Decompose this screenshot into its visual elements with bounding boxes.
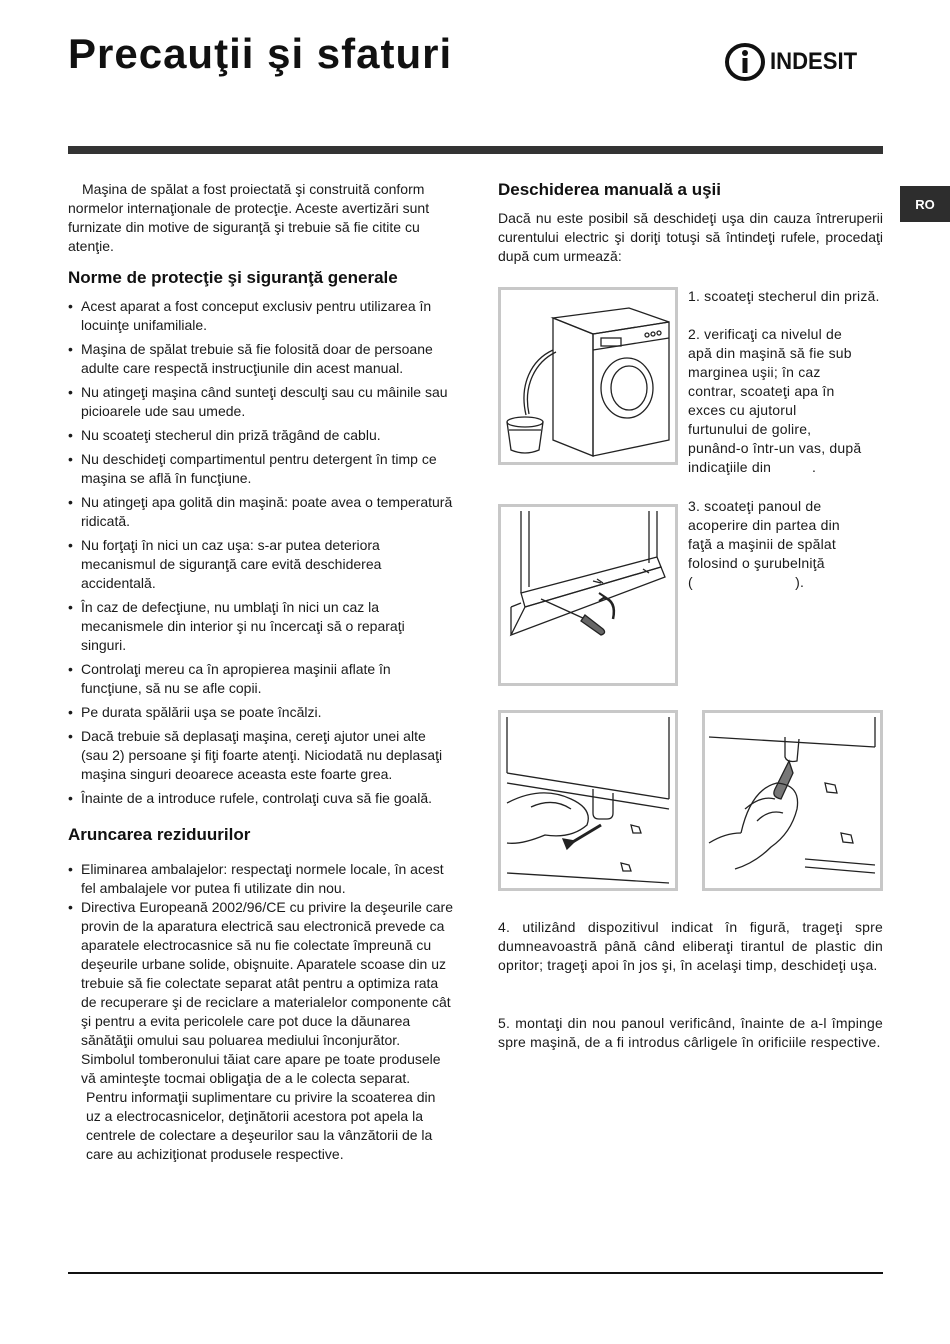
step-3-line: faţă a maşinii de spălat: [688, 536, 836, 552]
list-item: • Dacă trebuie să deplasaţi maşina, cereţi ajutor unei alte (sau 2) persoane şi fiţi foarte atenţi. Niciodată nu deplasaţi maşina singuri deoarece aceasta este foarte grea.: [68, 727, 453, 784]
language-tab: RO: [900, 186, 950, 222]
step-2-line: exces cu ajutorul: [688, 402, 797, 418]
step-3-line: 3. scoateţi panoul de: [688, 498, 822, 514]
screwdriver-panel-illustration: [501, 507, 675, 683]
list-item: • Directiva Europeană 2002/96/CE cu privire la deşeurile care provin de la aparatura electrică sau electronică prevede ca aparatele electrocasnice să nu fie colectate împreună cu deşeurile urbane solide, obişnuite. Aparatele scoase din uz trebuie să fie colectate separat atât pentru a optimiza rata de recuperare şi de reciclare a materialelor componente cât şi pentru a evita pericolele care pot duce la dăunarea sănătăţii omului sau poluarea mediului înconjurător. Simbolul tomberonului tăiat care apare pe toate produsele vă aminteşte tocmai obligaţia de a le colecta separat.: [68, 898, 453, 1088]
intro-paragraph: Maşina de spălat a fost proiectată şi construită conform normelor internaţionale de protecţie. Aceste avertizări sunt furnizate din motive de siguranţă şi trebuie să fie citite cu atenţie.: [68, 181, 430, 254]
manual-door-heading: Deschiderea manuală a uşii: [498, 180, 721, 199]
list-item: • Nu atingeţi maşina când sunteţi desculţi sau cu mâinile sau picioarele ude sau umede.: [68, 383, 453, 421]
step-2-line: apă din maşină să fie sub: [688, 345, 852, 361]
step-2-line: 2. verificaţi ca nivelul de: [688, 326, 843, 342]
step-2-line: punând-o într-un vas, după: [688, 440, 862, 456]
washing-machine-drain-figure: [498, 287, 678, 465]
washing-machine-drain-illustration: [501, 290, 675, 462]
pull-tab-illustration: [501, 713, 675, 888]
screwdriver-panel-figure: [498, 504, 678, 686]
list-item: • Nu forţaţi în nici un caz uşa: s-ar putea deteriora mecanismul de siguranţă care evită deschiderea accidentală.: [68, 536, 453, 593]
step-3-line: folosind o şurubelniţă: [688, 555, 825, 571]
safety-heading: Norme de protecţie şi siguranţă generale: [68, 268, 398, 287]
step-2-line: indicaţiile din .: [688, 459, 817, 475]
list-item: • Nu deschideţi compartimentul pentru detergent în timp ce maşina se află în funcţiune.: [68, 450, 453, 488]
step-2-line: marginea uşii; în caz: [688, 364, 821, 380]
step-2-line: contrar, scoateţi apa în: [688, 383, 835, 399]
manual-door-intro: Dacă nu este posibil să deschideţi uşa din cauza întreruperii curentului electric şi doriţi totuşi să întindeţi rufele, procedaţi după cum urmează:: [498, 210, 883, 264]
list-item: • În caz de defecţiune, nu umblaţi în nici un caz la mecanismele din interior şi nu încercaţi să o reparaţi singuri.: [68, 598, 453, 655]
step-5-text: 5. montaţi din nou panoul verificând, înainte de a-l împinge spre maşină, de a fi introdus cârligele în orificiile respective.: [498, 1015, 883, 1050]
step-2-line: furtunului de golire,: [688, 421, 812, 437]
step-3-line: acoperire din partea din: [688, 517, 840, 533]
page-title: Precauţii şi sfaturi: [68, 30, 453, 77]
disposal-list: [68, 860, 453, 1088]
right-column: [498, 180, 883, 266]
brand-logo: [724, 42, 884, 82]
footer-rule: [68, 1272, 883, 1274]
safety-list: [68, 297, 453, 808]
step-2-text: [688, 325, 888, 477]
list-item: • Acest aparat a fost conceput exclusiv pentru utilizarea în locuinţe unifamiliale.: [68, 297, 453, 335]
hand-pull-illustration: [705, 713, 880, 888]
disposal-extra-paragraph: Pentru informaţii suplimentare cu privire la scoaterea din uz a electrocasnicelor, deţinătorii acestora pot apela la centrele de colectare a deşeurilor sau la vânzătorii de la care au achiziţionat produsele respective.: [86, 1089, 436, 1162]
list-item: • Controlaţi mereu ca în apropierea maşinii aflate în funcţiune, să nu se afle copii.: [68, 660, 453, 698]
pull-tab-figure: [498, 710, 678, 891]
list-item: • Nu scoateţi stecherul din priză trăgând de cablu.: [68, 426, 453, 445]
list-item: • Maşina de spălat trebuie să fie folosită doar de persoane adulte care respectă instrucţiunile din acest manual.: [68, 340, 453, 378]
left-column: [68, 180, 453, 1164]
hand-pull-figure: [702, 710, 883, 891]
disposal-heading: Aruncarea reziduurilor: [68, 825, 251, 844]
indesit-logo-icon: [724, 42, 768, 82]
step-4-text: 4. utilizând dispozitivul indicat în figură, trageţi spre dumneavoastră până când eliberaţi tirantul de plastic din opritor; trageţi apoi în jos şi, în acelaşi timp, deschideţi uşa.: [498, 919, 883, 973]
brand-name: INDESIT: [770, 48, 858, 75]
list-item: • Înainte de a introduce rufele, controlaţi cuva să fie goală.: [68, 789, 453, 808]
list-item: • Nu atingeţi apa golită din maşină: poate avea o temperatură ridicată.: [68, 493, 453, 531]
step-3-line: ( ).: [688, 574, 805, 590]
list-item: • Eliminarea ambalajelor: respectaţi normele locale, în acest fel ambalajele vor putea fi utilizate din nou.: [68, 860, 453, 898]
step-1-text: 1. scoateţi stecherul din priză.: [688, 288, 880, 304]
step-3-text: [688, 497, 888, 592]
header-rule: [68, 146, 883, 154]
list-item: • Pe durata spălării uşa se poate încălzi.: [68, 703, 453, 722]
